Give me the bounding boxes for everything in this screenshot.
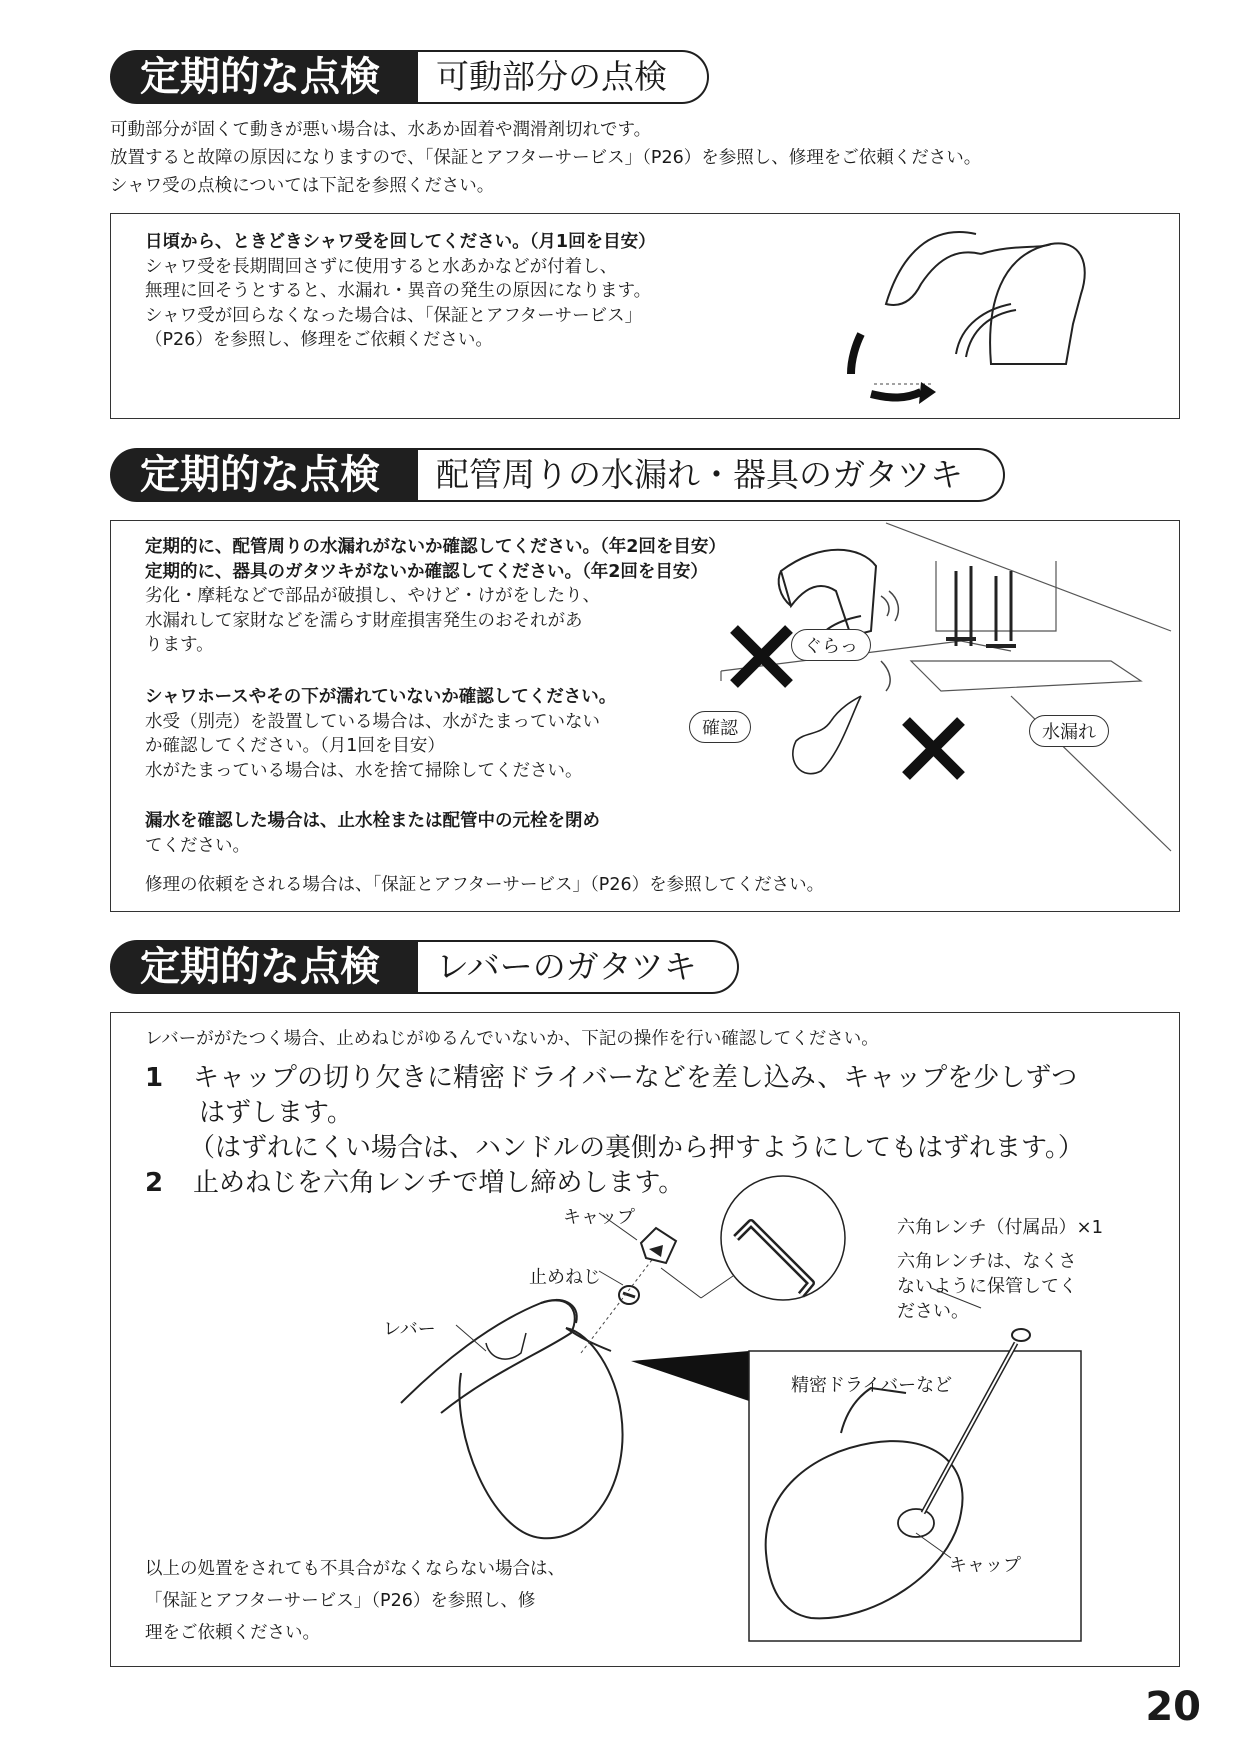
para-line: か確認してください。（月1回を目安） bbox=[145, 736, 445, 756]
lever-label: レバー bbox=[383, 1319, 436, 1340]
note-line: ださい。 bbox=[897, 1301, 969, 1322]
note-line: ないように保管してく bbox=[897, 1276, 1077, 1297]
para-line: 劣化・摩耗などで部品が破損し、やけど・けがをしたり、 bbox=[145, 586, 600, 606]
section1-subtitle: 可動部分の点検 bbox=[418, 50, 709, 104]
section1-box bbox=[110, 213, 1180, 419]
leak-label: 水漏れ bbox=[1029, 715, 1109, 747]
section1-title: 定期的な点検 bbox=[110, 50, 420, 104]
box-line: 日頃から、ときどきシャワ受を回してください。（月1回を目安） bbox=[145, 232, 656, 252]
section3-box bbox=[110, 1012, 1180, 1667]
closing-line: 「保証とアフターサービス」（P26）を参照し、修 bbox=[145, 1591, 536, 1611]
section2-footer: 修理の依頼をされる場合は、「保証とアフターサービス」（P26）を参照してください。 bbox=[145, 875, 825, 895]
section3-subtitle: レバーのガタツキ bbox=[418, 940, 739, 994]
para-line: 水漏れして家財などを濡らす財産損害発生のおそれがあ bbox=[145, 610, 583, 631]
closing-line: 以上の処置をされても不具合がなくならない場合は、 bbox=[145, 1559, 565, 1579]
check-label: 確認 bbox=[689, 711, 751, 743]
step-line: 止めねじを六角レンチで増し締めします。 bbox=[193, 1168, 685, 1198]
wobble-label: ぐらっ bbox=[791, 629, 871, 661]
cap-label-inset: キャップ bbox=[949, 1555, 1021, 1576]
closing-line: 理をご依頼ください。 bbox=[145, 1623, 320, 1643]
faucet-rotate-illustration bbox=[811, 214, 1091, 414]
intro-line: 可動部分が固くて動きが悪い場合は、水あか固着や潤滑剤切れです。 bbox=[110, 120, 652, 140]
cap-label: キャップ bbox=[563, 1207, 635, 1228]
box-line: シャワ受を長期間回さずに使用すると水あかなどが付着し、 bbox=[145, 256, 618, 277]
step-line: はずします。 bbox=[199, 1098, 353, 1128]
section3-title: 定期的な点検 bbox=[110, 940, 420, 994]
section2-para2 bbox=[145, 685, 616, 783]
para-line: てください。 bbox=[145, 835, 250, 856]
para-line: 水受（別売）を設置している場合は、水がたまっていない bbox=[145, 711, 600, 732]
set-screw-label: 止めねじ bbox=[529, 1267, 601, 1288]
para-line: シャワホースやその下が濡れていないか確認してください。 bbox=[145, 687, 617, 707]
para-line: 定期的に、器具のガタツキがないか確認してください。（年2回を目安） bbox=[145, 561, 708, 582]
step-line: （はずれにくい場合は、ハンドルの裏側から押すようにしてもはずれます。） bbox=[189, 1133, 1084, 1163]
box-line: 無理に回そうとすると、水漏れ・異音の発生の原因になります。 bbox=[145, 281, 652, 301]
driver-label: 精密ドライバーなど bbox=[791, 1375, 953, 1396]
section2-para1 bbox=[145, 535, 726, 658]
note-line: 六角レンチは、なくさ bbox=[897, 1251, 1077, 1272]
para-line: 漏水を確認した場合は、止水栓または配管中の元栓を閉め bbox=[145, 811, 600, 831]
box-line: シャワ受が回らなくなった場合は、「保証とアフターサービス」 bbox=[145, 305, 643, 326]
section2-para3 bbox=[145, 809, 600, 858]
intro-line: シャワ受の点検については下記を参照ください。 bbox=[110, 176, 495, 196]
section3-closing bbox=[145, 1553, 565, 1649]
para-line: 水がたまっている場合は、水を捨て掃除してください。 bbox=[145, 760, 583, 781]
step-number: 2 bbox=[145, 1168, 164, 1198]
section1-box-text bbox=[145, 230, 656, 353]
section2-title: 定期的な点検 bbox=[110, 448, 420, 502]
hex-wrench-label: 六角レンチ（付属品）×1 bbox=[897, 1217, 1104, 1238]
faucet-wobble-illustration bbox=[711, 521, 1171, 851]
section3-intro: レバーががたつく場合、止めねじがゆるんでいないか、下記の操作を行い確認してください。 bbox=[145, 1029, 879, 1049]
section1-intro bbox=[110, 116, 981, 200]
section2-subtitle: 配管周りの水漏れ・器具のガタツキ bbox=[418, 448, 1005, 502]
section2-box bbox=[110, 520, 1180, 912]
para-line: ります。 bbox=[145, 635, 214, 655]
intro-line: 放置すると故障の原因になりますので、「保証とアフターサービス」（P26）を参照し、修理をご依頼ください。 bbox=[110, 148, 982, 168]
page-number: 20 bbox=[1145, 1684, 1201, 1730]
step-line: キャップの切り欠きに精密ドライバーなどを差し込み、キャップを少しずつ bbox=[193, 1063, 1078, 1093]
para-line: 定期的に、配管周りの水漏れがないか確認してください。（年2回を目安） bbox=[145, 537, 726, 557]
box-line: （P26）を参照し、修理をご依頼ください。 bbox=[145, 330, 493, 350]
step-number: 1 bbox=[145, 1063, 164, 1093]
